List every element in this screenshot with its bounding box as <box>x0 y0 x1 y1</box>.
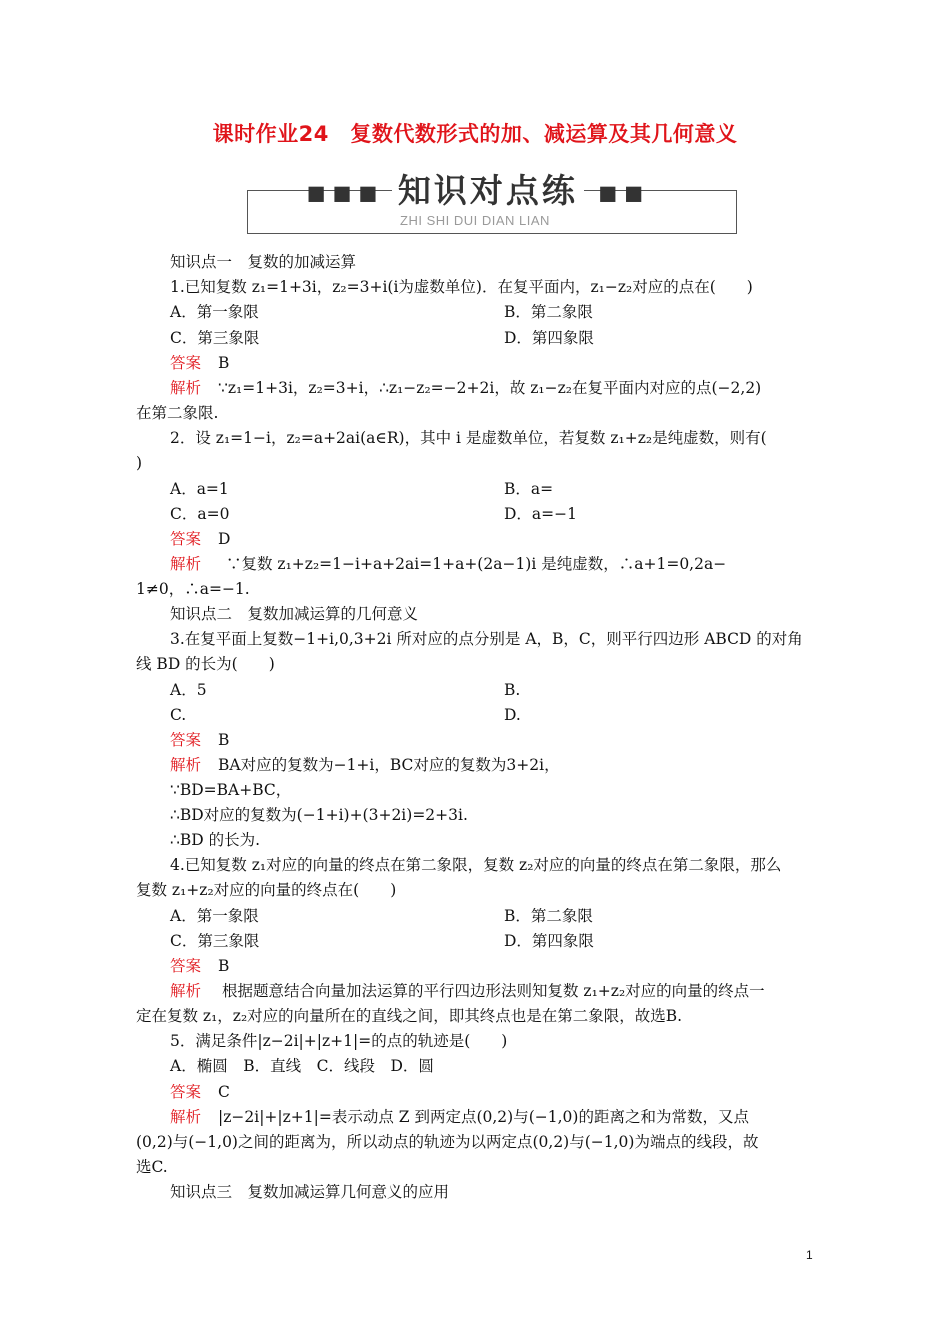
text-line: 知识点二 复数加减运算的几何意义 <box>170 605 419 623</box>
answer-label: 解析 <box>170 1108 202 1126</box>
text-line: ∴BD 的长为. <box>170 831 261 849</box>
text-line: |z−2i|+|z+1|=表示动点 Z 到两定点(0,2)与(−1,0)的距离之和为常数，又点 <box>218 1108 749 1126</box>
text-line: C <box>218 1083 230 1101</box>
text-line: 1.已知复数 z₁=1+3i，z₂=3+i(i为虚数单位)．在复平面内，z₁−z₂对应的点在( ) <box>170 278 753 296</box>
text-line: 4.已知复数 z₁对应的向量的终点在第二象限，复数 z₂对应的向量的终点在第二象限，那么 <box>170 856 782 874</box>
answer-label: 答案 <box>170 957 202 975</box>
text-line: B <box>218 731 230 749</box>
answer-label: 解析 <box>170 379 202 397</box>
text-line: 复数 z₁+z₂对应的向量的终点在( ) <box>136 881 397 899</box>
text-line: 2．设 z₁=1−i，z₂=a+2ai(a∈R)，其中 i 是虚数单位，若复数 z₁+z₂是纯虚数，则有( <box>170 429 767 447</box>
answer-label: 解析 <box>170 555 202 573</box>
text-line: ) <box>136 454 143 472</box>
answer-label: 解析 <box>170 982 202 1000</box>
text-line: 定在复数 z₁，z₂对应的向量所在的直线之间，即其终点也是在第二象限，故选B. <box>136 1007 683 1025</box>
text-line: C．a=0 <box>170 505 230 523</box>
text-line: A．a=1 <box>170 480 229 498</box>
text-line: ∴BD对应的复数为(−1+i)+(3+2i)=2+3i. <box>170 806 468 824</box>
text-line: D．a=−1 <box>504 505 578 523</box>
banner-dots-right: ■ ■ <box>598 180 644 205</box>
answer-label: 答案 <box>170 354 202 372</box>
text-line: 线 BD 的长为( ) <box>136 655 275 673</box>
text-line: (0,2)与(−1,0)之间的距离为，所以动点的轨迹为以两定点(0,2)与(−1,0)为端点的线段，故 <box>136 1133 759 1151</box>
text-line: 选C. <box>136 1158 168 1176</box>
banner-dots-left: ■ ■ ■ <box>306 180 378 205</box>
text-line: B <box>218 957 230 975</box>
text-line: C. <box>170 706 187 724</box>
answer-label: 答案 <box>170 530 202 548</box>
text-line: D <box>218 530 231 548</box>
text-line: A．椭圆 B．直线 C．线段 D．圆 <box>170 1057 434 1075</box>
text-line: A．第一象限 <box>170 303 259 321</box>
text-line: B <box>218 354 230 372</box>
text-line: B．a= <box>504 480 554 498</box>
text-line: BA对应的复数为−1+i，BC对应的复数为3+2i， <box>218 756 560 774</box>
section-banner-title <box>0 165 950 212</box>
answer-label: 解析 <box>170 756 202 774</box>
text-line: 1≠0，∴a=−1. <box>136 580 250 598</box>
text-line: D. <box>504 706 521 724</box>
answer-label: 答案 <box>170 731 202 749</box>
text-line: B. <box>504 681 521 699</box>
page-title: 课时作业24 复数代数形式的加、减运算及其几何意义 <box>212 122 738 146</box>
text-line: C．第三象限 <box>170 932 260 950</box>
page-number: 1 <box>806 1248 813 1262</box>
banner-heading: 知识对点练 <box>392 171 584 210</box>
text-line: B．第二象限 <box>504 303 593 321</box>
text-line: D．第四象限 <box>504 329 594 347</box>
text-line: B．第二象限 <box>504 907 593 925</box>
text-line: C．第三象限 <box>170 329 260 347</box>
text-line: ∵复数 z₁+z₂=1−i+a+2ai=1+a+(2a−1)i 是纯虚数，∴a+1=0,2a− <box>226 555 727 573</box>
text-line: 知识点一 复数的加减运算 <box>170 253 357 271</box>
text-line: 知识点三 复数加减运算几何意义的应用 <box>170 1183 450 1201</box>
text-line: A．5 <box>170 681 207 699</box>
answer-label: 答案 <box>170 1083 202 1101</box>
text-line: ∵BD=BA+BC， <box>170 781 292 799</box>
text-line: 在第二象限. <box>136 404 219 422</box>
text-line: 3.在复平面上复数−1+i,0,3+2i 所对应的点分别是 A，B，C，则平行四边形 ABCD 的对角 <box>170 630 803 648</box>
text-line: 5．满足条件|z−2i|+|z+1|=的点的轨迹是( ) <box>170 1032 508 1050</box>
text-line: D．第四象限 <box>504 932 594 950</box>
banner-pinyin: ZHI SHI DUI DIAN LIAN <box>400 213 550 228</box>
text-line: 根据题意结合向量加法运算的平行四边形法则知复数 z₁+z₂对应的向量的终点一 <box>222 982 765 1000</box>
text-line: A．第一象限 <box>170 907 259 925</box>
text-line: ∵z₁=1+3i，z₂=3+i，∴z₁−z₂=−2+2i，故 z₁−z₂在复平面内对应的点(−2,2) <box>218 379 762 397</box>
